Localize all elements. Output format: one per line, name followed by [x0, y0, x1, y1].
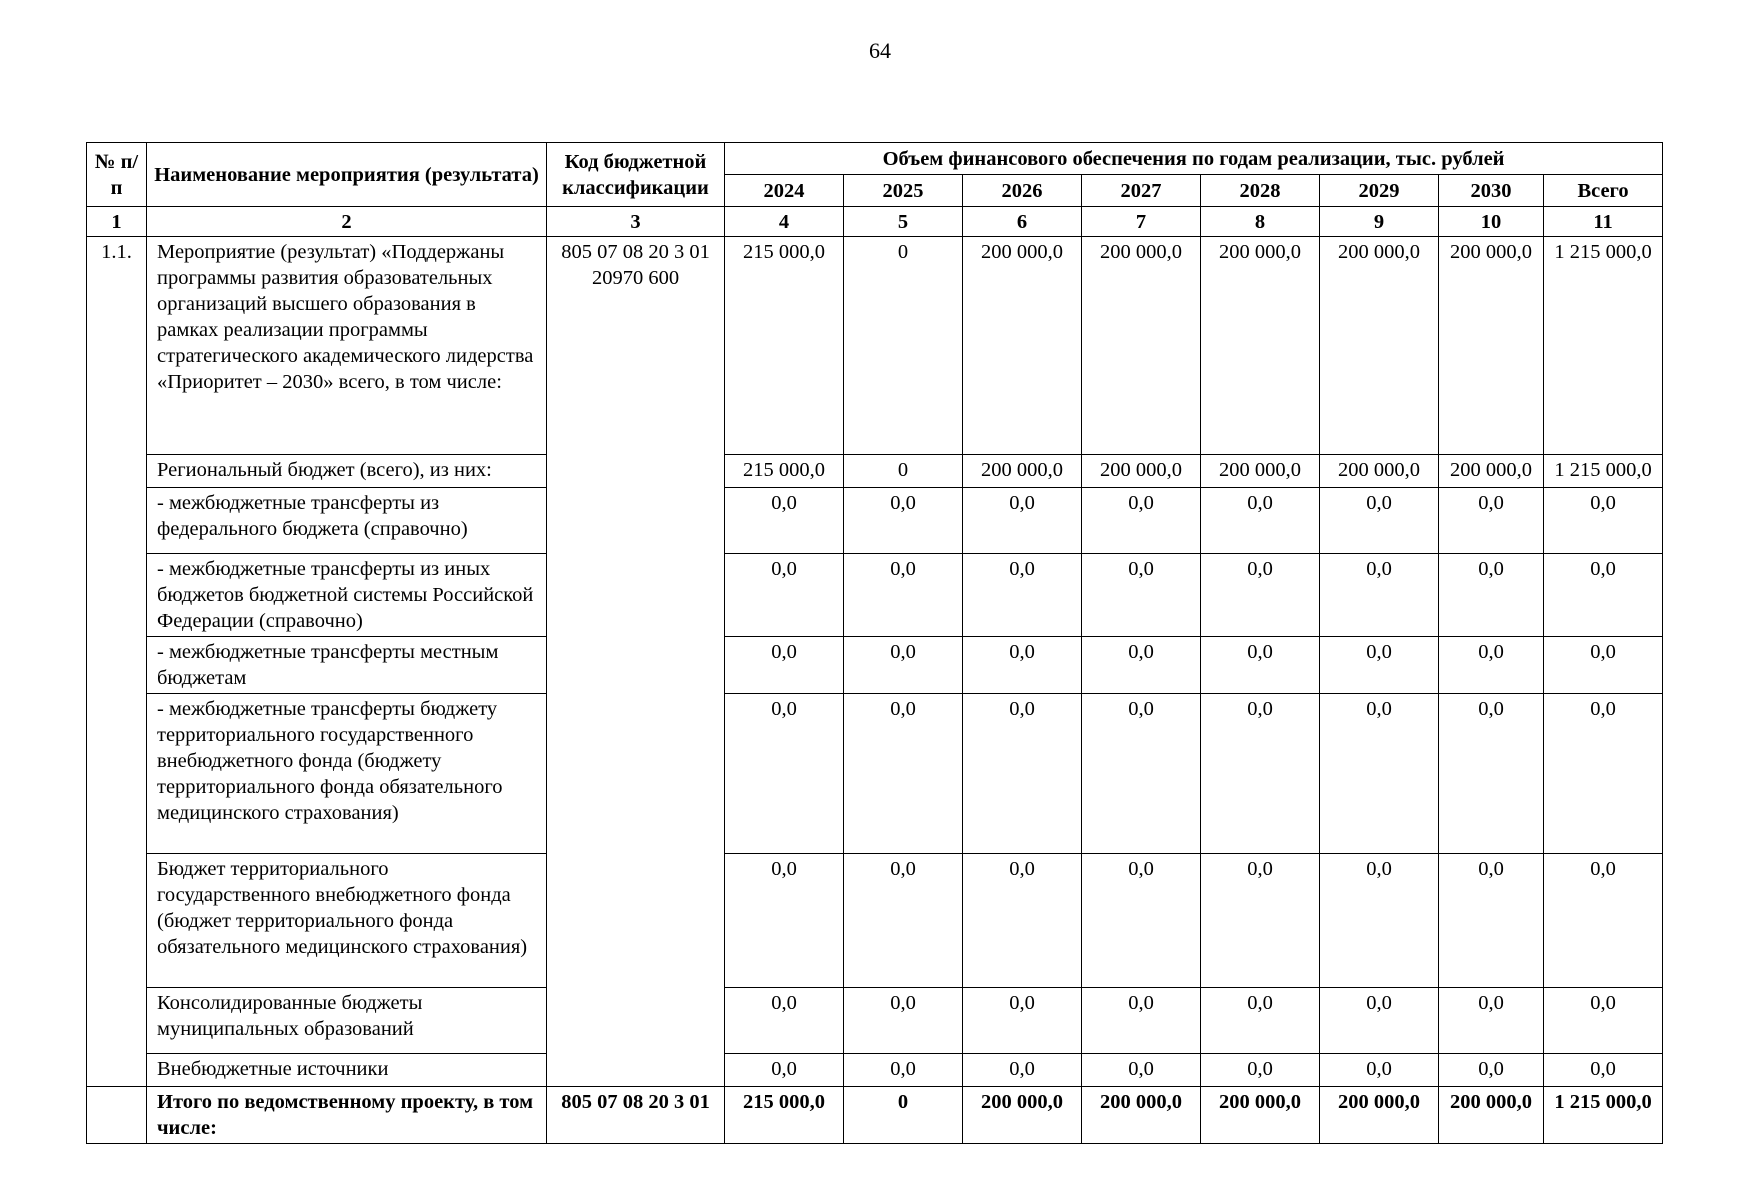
header-code: Код бюджетной классификации [547, 143, 725, 207]
index-cell: 4 [725, 207, 844, 237]
value-cell: 0,0 [1082, 694, 1201, 854]
header-year: 2030 [1439, 175, 1544, 207]
value-cell: 200 000,0 [1082, 1087, 1201, 1144]
value-cell: 0 [844, 455, 963, 488]
row-name: Мероприятие (результат) «Поддержаны программы развития образовательных организаций высшего образования в рамках реализации программы стратегического академического лидерства «Приоритет – 2030» всего, в том числе: [147, 237, 547, 455]
index-cell: 10 [1439, 207, 1544, 237]
value-cell: 0 [844, 1087, 963, 1144]
value-cell: 200 000,0 [1439, 237, 1544, 455]
value-cell: 0,0 [1439, 988, 1544, 1054]
value-cell: 200 000,0 [1201, 455, 1320, 488]
value-cell: 0,0 [1439, 854, 1544, 988]
row-name: Региональный бюджет (всего), из них: [147, 455, 547, 488]
value-cell: 0,0 [1320, 554, 1439, 637]
value-cell: 0,0 [963, 488, 1082, 554]
value-cell: 0,0 [1544, 1054, 1663, 1087]
value-cell: 0,0 [963, 637, 1082, 694]
value-cell: 0,0 [963, 554, 1082, 637]
row-name: Бюджет территориального государственного внебюджетного фонда (бюджет территориального фонда обязательного медицинского страхования) [147, 854, 547, 988]
index-cell: 2 [147, 207, 547, 237]
value-cell: 0,0 [1439, 488, 1544, 554]
value-cell: 0,0 [725, 988, 844, 1054]
value-cell: 0,0 [725, 637, 844, 694]
value-cell: 1 215 000,0 [1544, 1087, 1663, 1144]
value-cell: 0,0 [1320, 694, 1439, 854]
header-group: Объем финансового обеспечения по годам реализации, тыс. рублей [725, 143, 1663, 175]
financing-table [86, 142, 1663, 1144]
value-cell: 200 000,0 [1082, 237, 1201, 455]
value-cell: 1 215 000,0 [1544, 237, 1663, 455]
value-cell: 200 000,0 [1439, 1087, 1544, 1144]
table-row [87, 1054, 1663, 1087]
value-cell: 0,0 [1082, 988, 1201, 1054]
index-cell: 6 [963, 207, 1082, 237]
table-row [87, 488, 1663, 554]
value-cell: 0,0 [844, 488, 963, 554]
value-cell: 0,0 [1201, 554, 1320, 637]
page-number: 64 [869, 38, 891, 63]
value-cell: 215 000,0 [725, 237, 844, 455]
table-row [87, 988, 1663, 1054]
value-cell: 0,0 [725, 854, 844, 988]
value-cell: 0,0 [1544, 988, 1663, 1054]
table-row [87, 455, 1663, 488]
row-name: - межбюджетные трансферты из иных бюджетов бюджетной системы Российской Федерации (справочно) [147, 554, 547, 637]
index-cell: 11 [1544, 207, 1663, 237]
value-cell: 0,0 [1544, 694, 1663, 854]
header-total: Всего [1544, 175, 1663, 207]
value-cell: 0,0 [1544, 854, 1663, 988]
value-cell: 200 000,0 [1201, 237, 1320, 455]
value-cell: 0,0 [844, 637, 963, 694]
value-cell: 0,0 [1201, 1054, 1320, 1087]
value-cell: 215 000,0 [725, 1087, 844, 1144]
value-cell: 0,0 [844, 854, 963, 988]
value-cell: 1 215 000,0 [1544, 455, 1663, 488]
value-cell: 0,0 [1544, 488, 1663, 554]
value-cell: 0,0 [1082, 488, 1201, 554]
row-number [87, 1087, 147, 1144]
header-year: 2025 [844, 175, 963, 207]
value-cell: 200 000,0 [1320, 455, 1439, 488]
value-cell: 0,0 [963, 988, 1082, 1054]
value-cell: 0,0 [963, 694, 1082, 854]
value-cell: 0,0 [1082, 637, 1201, 694]
value-cell: 200 000,0 [1320, 1087, 1439, 1144]
total-row [87, 1087, 1663, 1144]
value-cell: 0 [844, 237, 963, 455]
value-cell: 0,0 [1201, 488, 1320, 554]
table-row [87, 554, 1663, 637]
row-name: Итого по ведомственному проекту, в том числе: [147, 1087, 547, 1144]
row-name: - межбюджетные трансферты из федерального бюджета (справочно) [147, 488, 547, 554]
index-cell: 3 [547, 207, 725, 237]
row-name: Консолидированные бюджеты муниципальных образований [147, 988, 547, 1054]
value-cell: 200 000,0 [1201, 1087, 1320, 1144]
value-cell: 0,0 [1082, 1054, 1201, 1087]
value-cell: 0,0 [1201, 988, 1320, 1054]
header-year: 2024 [725, 175, 844, 207]
header-name: Наименование мероприятия (результата) [147, 143, 547, 207]
value-cell: 0,0 [1201, 854, 1320, 988]
budget-code: 805 07 08 20 3 01 [547, 1087, 725, 1144]
value-cell: 215 000,0 [725, 455, 844, 488]
value-cell: 0,0 [1201, 694, 1320, 854]
value-cell: 200 000,0 [1320, 237, 1439, 455]
header-year: 2026 [963, 175, 1082, 207]
index-cell: 5 [844, 207, 963, 237]
value-cell: 0,0 [844, 554, 963, 637]
header-year: 2027 [1082, 175, 1201, 207]
table-row [87, 854, 1663, 988]
value-cell: 0,0 [1201, 637, 1320, 694]
value-cell: 0,0 [844, 694, 963, 854]
value-cell: 200 000,0 [963, 455, 1082, 488]
budget-code: 805 07 08 20 3 01 20970 600 [547, 237, 725, 1087]
row-number: 1.1. [87, 237, 147, 1087]
index-row [87, 207, 1663, 237]
index-cell: 1 [87, 207, 147, 237]
value-cell: 200 000,0 [963, 1087, 1082, 1144]
value-cell: 0,0 [1320, 854, 1439, 988]
value-cell: 0,0 [1439, 694, 1544, 854]
value-cell: 0,0 [1544, 554, 1663, 637]
table-row [87, 637, 1663, 694]
value-cell: 0,0 [1320, 488, 1439, 554]
value-cell: 0,0 [725, 694, 844, 854]
index-cell: 8 [1201, 207, 1320, 237]
value-cell: 200 000,0 [1439, 455, 1544, 488]
row-name: - межбюджетные трансферты бюджету территориального государственного внебюджетного фонда (бюджету территориального фонда обязательного медицинского страхования) [147, 694, 547, 854]
value-cell: 0,0 [1544, 637, 1663, 694]
row-name: - межбюджетные трансферты местным бюджетам [147, 637, 547, 694]
index-cell: 9 [1320, 207, 1439, 237]
value-cell: 0,0 [725, 554, 844, 637]
value-cell: 0,0 [1439, 1054, 1544, 1087]
row-name: Внебюджетные источники [147, 1054, 547, 1087]
header-no: № п/п [87, 143, 147, 207]
header-year: 2028 [1201, 175, 1320, 207]
table-row [87, 694, 1663, 854]
value-cell: 0,0 [1320, 637, 1439, 694]
header-year: 2029 [1320, 175, 1439, 207]
value-cell: 0,0 [1439, 554, 1544, 637]
value-cell: 0,0 [725, 1054, 844, 1087]
value-cell: 0,0 [844, 1054, 963, 1087]
table-row [87, 237, 1663, 455]
value-cell: 200 000,0 [1082, 455, 1201, 488]
value-cell: 0,0 [1320, 1054, 1439, 1087]
value-cell: 200 000,0 [963, 237, 1082, 455]
value-cell: 0,0 [844, 988, 963, 1054]
value-cell: 0,0 [725, 488, 844, 554]
value-cell: 0,0 [1082, 854, 1201, 988]
value-cell: 0,0 [1439, 637, 1544, 694]
index-cell: 7 [1082, 207, 1201, 237]
value-cell: 0,0 [963, 1054, 1082, 1087]
value-cell: 0,0 [1320, 988, 1439, 1054]
value-cell: 0,0 [963, 854, 1082, 988]
value-cell: 0,0 [1082, 554, 1201, 637]
